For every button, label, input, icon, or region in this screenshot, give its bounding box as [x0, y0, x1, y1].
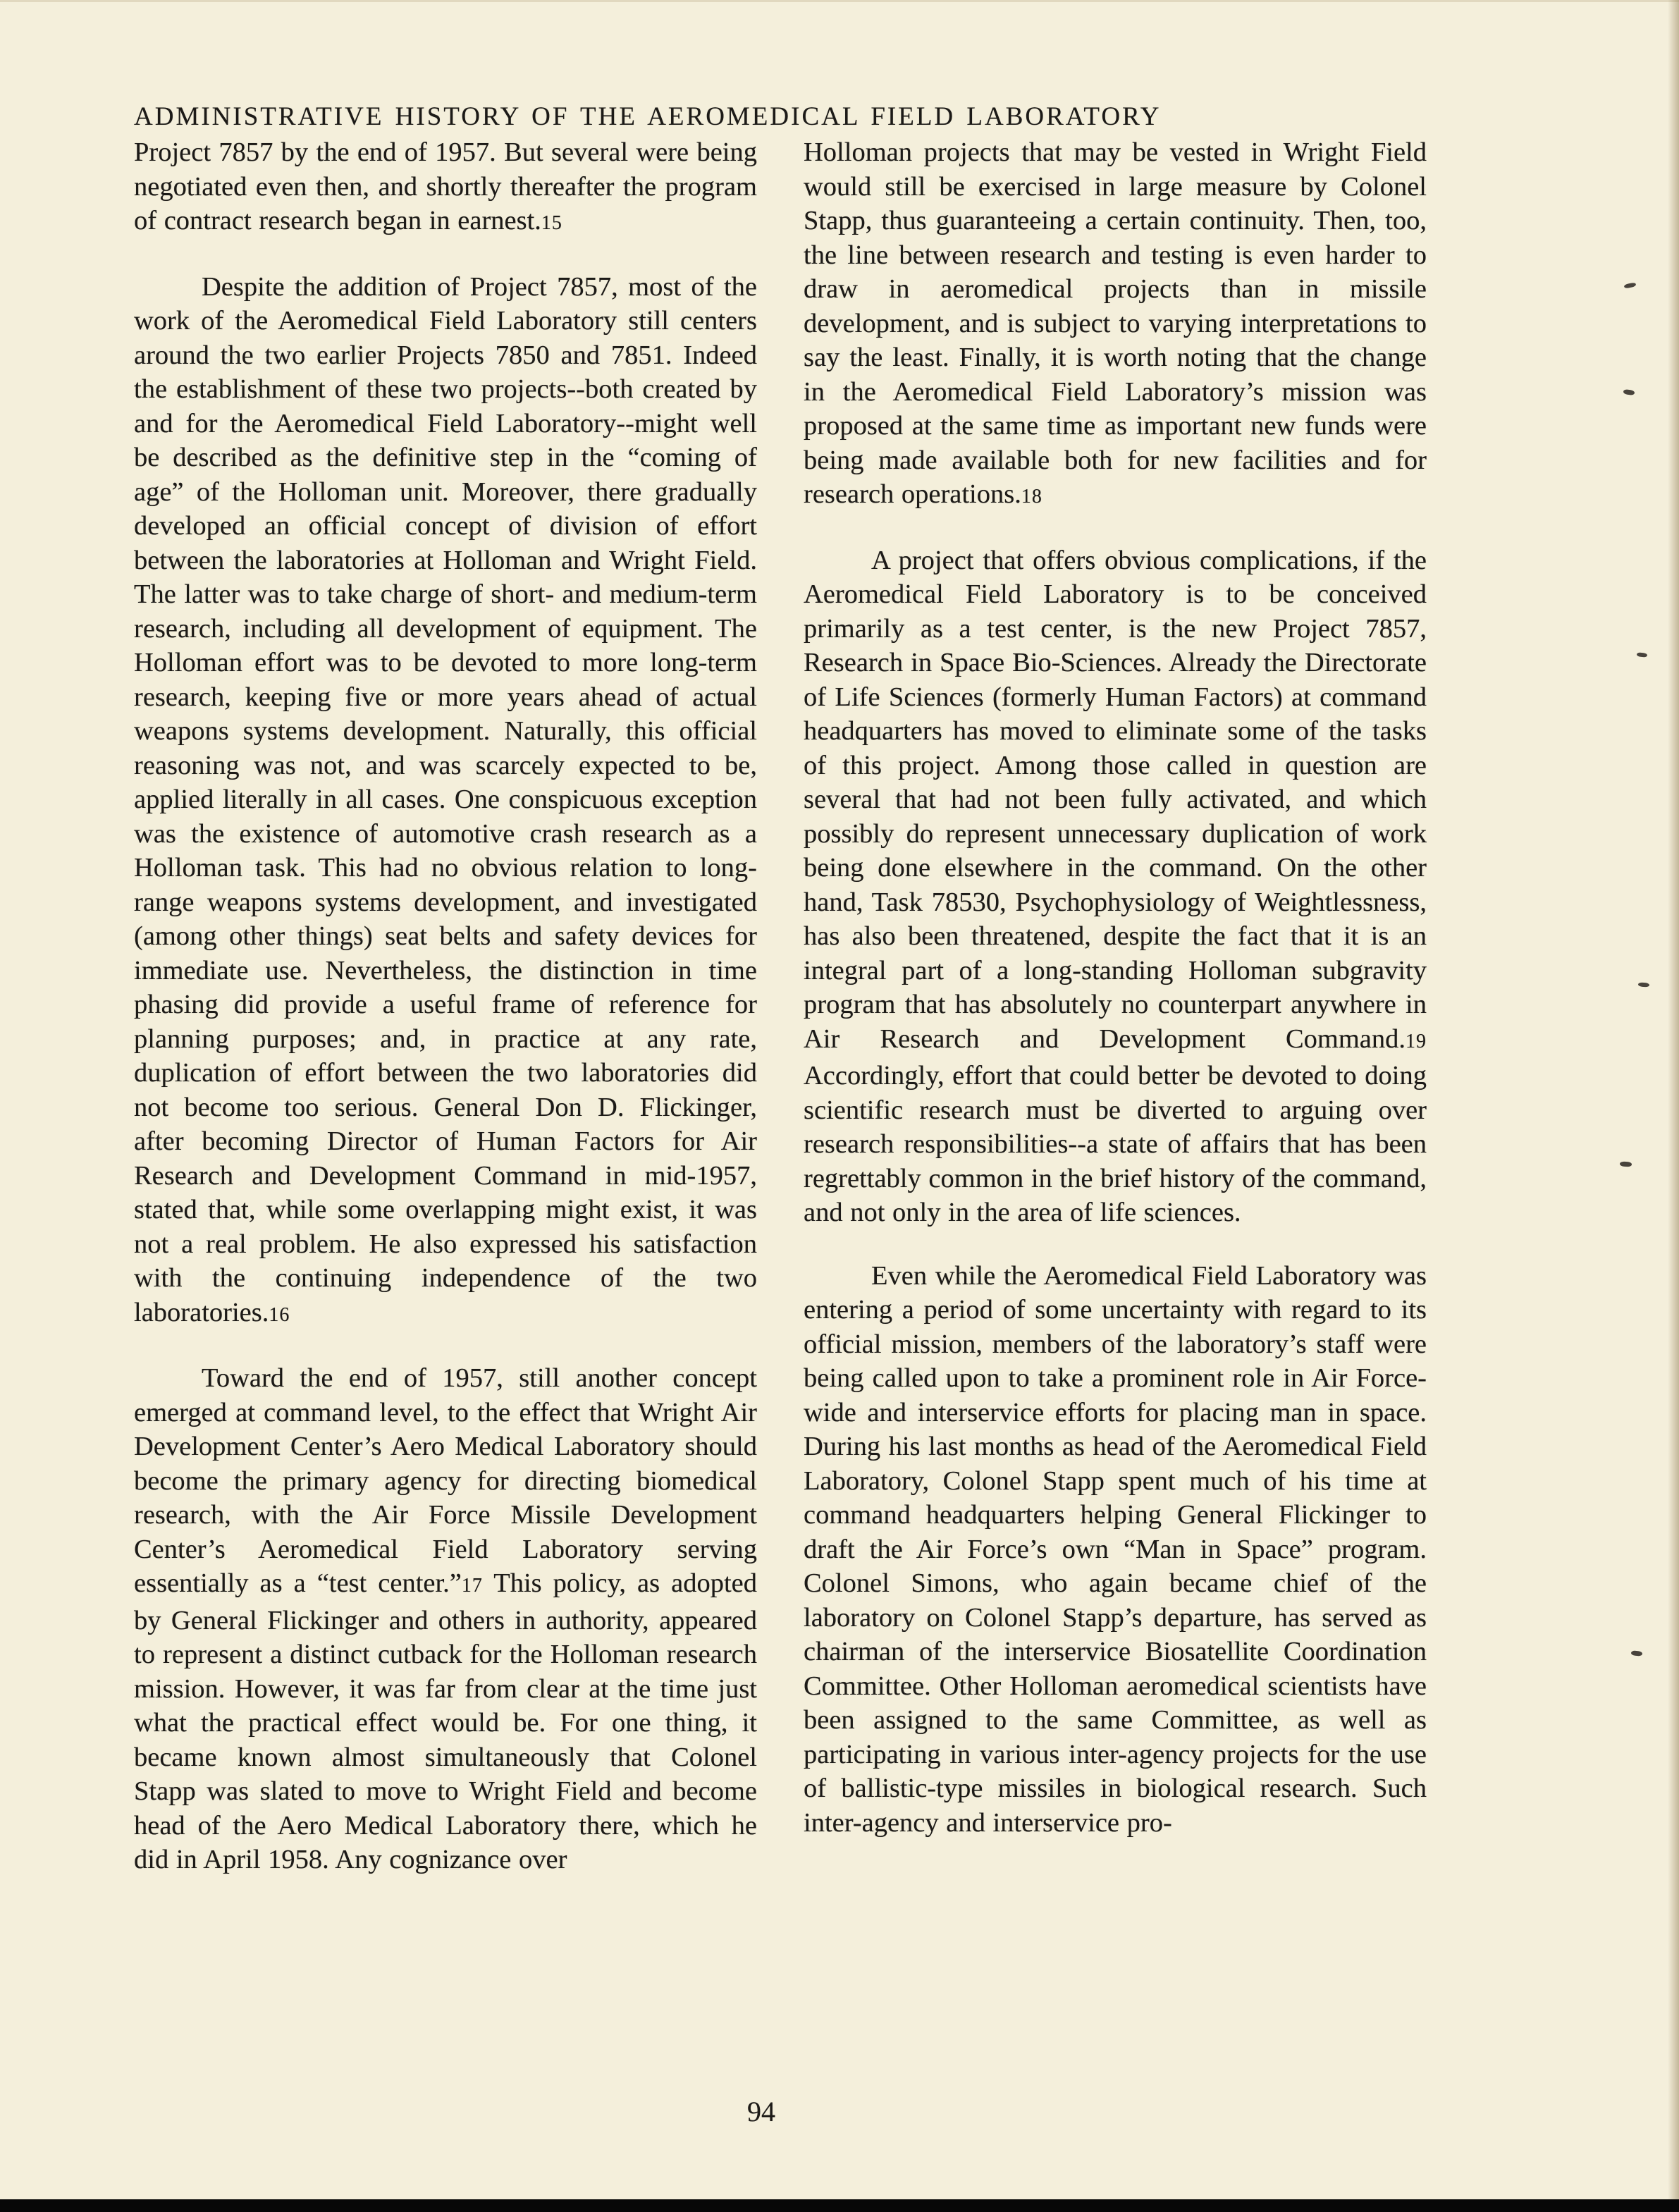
top-scan-edge	[0, 0, 1679, 2]
text-run: Even while the Aeromedical Field Laboratory was entering a period of some uncertainty with regard to its official mission, members of the laboratory’s staff were being called upon to take a prominent role in Air Force-wide and interservice efforts for placing man in space. During his last months as head of the Aeromedical Field Laboratory, Colonel Stapp spent much of his time at command headquarters helping General Flickinger to draft the Air Force’s own “Man in Space” program. Colonel Simons, who again became chief of the laboratory on Colonel Stapp’s departure, has served as chairman of the interservice Biosatellite Coordination Committee. Other Holloman aeromedical scientists have been assigned to the same Committee, as well as participating in various inter-agency projects for the use of ballistic-type missiles in biological research. Such inter-agency and interservice pro-	[804, 1260, 1427, 1838]
right-edge-shadow	[1668, 0, 1679, 2212]
text-run: Holloman projects that may be vested in Wright Field would still be exercised in large measure by Colonel Stapp, thus guaranteeing a certain continuity. Then, too, the line between research and testing is even harder to draw in aeromedical projects than in missile development, and is subject to varying interpretations to say the least. Finally, it is worth noting that the change in the Aeromedical Field Laboratory’s mission was proposed at the same time as important new funds were being made available both for new facilities and for research operations.	[804, 137, 1427, 509]
text-run: Despite the addition of Project 7857, most of the work of the Aeromedical Field Laboratory still centers around the two earlier Projects 7850 and 7851. Indeed the establishment of these two projects--both created by and for the Aeromedical Field Laboratory--might well be described as the definitive step in the “coming of age” of the Holloman unit. Moreover, there gradually developed an official concept of division of effort between the laboratories at Holloman and Wright Field. The latter was to take charge of short- and medium-term research, including all development of equipment. The Holloman effort was to be devoted to more long-term research, keeping five or more years ahead of actual weapons systems development. Naturally, this official reasoning was not, and was scarcely expected to be, applied literally in all cases. One conspicuous exception was the existence of automotive crash research as a Holloman task. This had no obvious relation to long-range weapons systems development, and investigated (among other things) seat belts and safety devices for immediate use. Nevertheless, the distinction in time phasing did provide a useful frame of reference for planning purposes; and, in practice at any rate, duplication of effort between the two laboratories did not become too serious. General Don D. Flickinger, after becoming Director of Human Factors for Air Research and Development Command in mid-1957, stated that, while some overlapping might exist, it was not a real problem. He also expressed his satisfaction with the continuing independence of the two laboratories.	[134, 271, 757, 1327]
footnote-ref: 15	[541, 212, 562, 234]
footnote-ref: 19	[1406, 1030, 1427, 1052]
margin-mark	[1624, 282, 1637, 288]
margin-mark	[1623, 389, 1635, 395]
margin-mark	[1638, 982, 1649, 987]
text-run: Toward the end of 1957, still another concept emerged at command level, to the effect that Wright Air Development Center’s Aero Medical Laboratory should become the primary agency for directing biomedical research, with the Air Force Missile Development Center’s Aeromedical Field Laboratory serving essentially as a “test center.”	[134, 1363, 757, 1598]
text-run: Project 7857 by the end of 1957. But several were being negotiated even then, and shortly thereafter the program of contract research began in earnest.	[134, 137, 757, 235]
footnote-ref: 16	[269, 1303, 290, 1326]
text-run: This policy, as adopted by General Flickinger and others in authority, appeared to represent a distinct cutback for the Holloman research mission. However, it was far from clear at the time just what the practical effect would be. For one thing, it became known almost simultaneously that Colonel Stapp was slated to move to Wright Field and become head of the Aero Medical Laboratory there, which he did in April 1958. Any cognizance over	[134, 1568, 757, 1874]
margin-mark	[1620, 1162, 1632, 1167]
bottom-scan-band	[0, 2199, 1679, 2212]
text-run: A project that offers obvious complications, if the Aeromedical Field Laboratory is to be conceived primarily as a test center, is the new Project 7857, Research in Space Bio-Sciences. Already the Directorate of Life Sciences (formerly Human Factors) at command headquarters has moved to eliminate some of the tasks of this project. Among those called in question are several that had not been fully activated, and which possibly do represent unnecessary duplication of work being done elsewhere in the command. On the other hand, Task 78530, Psychophysiology of Weightlessness, has also been threatened, despite the fact that it is an integral part of a long-standing Holloman subgravity program that has absolutely no counterpart anywhere in Air Research and Development Command.	[804, 545, 1427, 1054]
footnote-ref: 18	[1021, 486, 1043, 508]
text-run: Accordingly, effort that could better be devoted to doing scientific research must be diverted to arguing over research responsibilities--a state of affairs that has been regrettably common in the brief history of the command, and not only in the area of life sciences.	[804, 1061, 1427, 1227]
margin-mark	[1631, 1650, 1643, 1656]
page-header-title: ADMINISTRATIVE HISTORY OF THE AEROMEDICAL FIELD LABORATORY	[134, 102, 1162, 131]
margin-mark	[1637, 652, 1648, 658]
footnote-ref: 17	[461, 1575, 483, 1597]
page-number: 94	[747, 2096, 775, 2127]
